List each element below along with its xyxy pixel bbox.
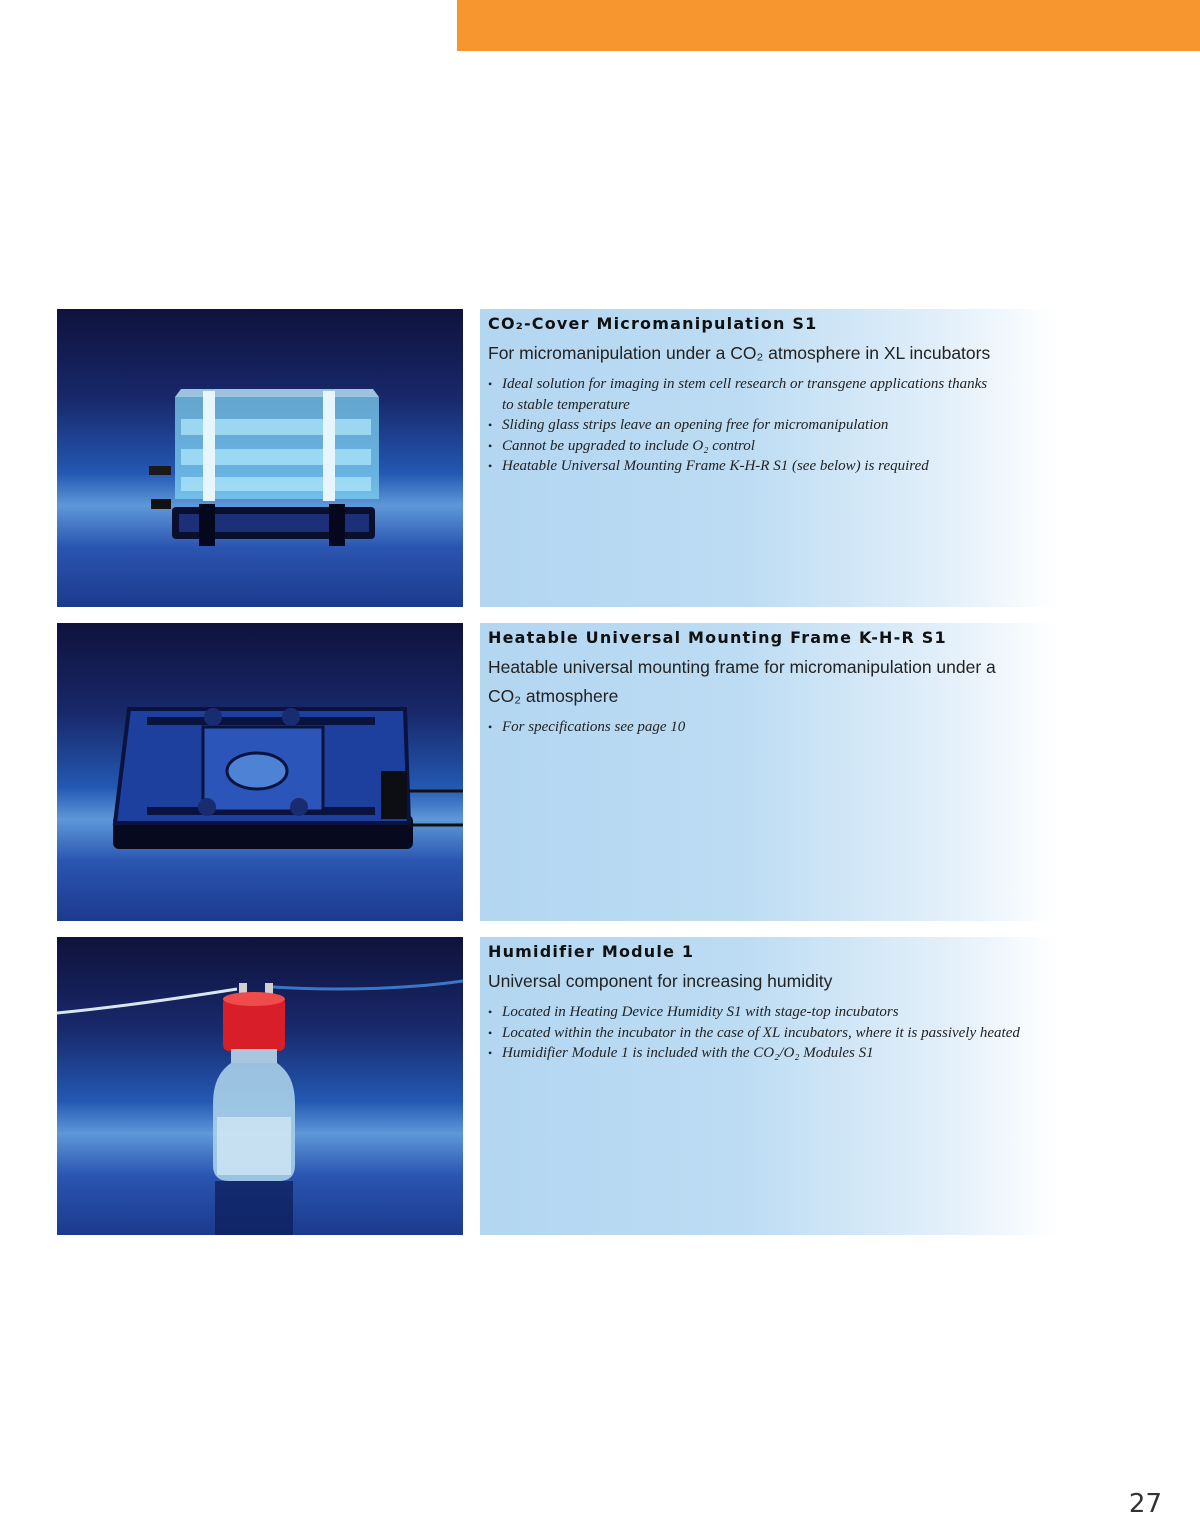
feature-list [488, 1002, 1049, 1064]
feature-item: • Ideal solution for imaging in stem cell research or transgene applications thanks to stable temperature [488, 374, 1002, 415]
product-subtitle: For micromanipulation under a CO₂ atmosphere in XL incubators [488, 343, 991, 363]
product-title: Heatable Universal Mounting Frame K-H-R S1 [488, 628, 947, 647]
feature-item: • Humidifier Module 1 is included with the CO₂/O₂ Modules S1 [488, 1043, 1049, 1064]
product-subtitle: Heatable universal mounting frame for micromanipulation under a CO₂ atmosphere [488, 657, 996, 706]
feature-item: • Heatable Universal Mounting Frame K-H-R S1 (see below) is required [488, 456, 1049, 477]
feature-list [488, 374, 1049, 477]
product-info-panel [480, 623, 1057, 921]
feature-list [488, 717, 1049, 738]
product-humidifier [57, 937, 1057, 1235]
product-co2-cover [57, 309, 1057, 607]
product-mounting-frame [57, 623, 1057, 921]
product-photo-mounting-frame [57, 623, 463, 921]
feature-item: • Located within the incubator in the case of XL incubators, where it is passively heated [488, 1023, 1049, 1044]
page-number: 27 [1128, 1489, 1162, 1519]
feature-item: • Sliding glass strips leave an opening free for micromanipulation [488, 415, 1049, 436]
header-accent-bar [457, 0, 1200, 51]
feature-item: • For specifications see page 10 [488, 717, 1049, 738]
feature-item: • Located in Heating Device Humidity S1 with stage-top incubators [488, 1002, 1049, 1023]
product-info-panel [480, 309, 1057, 607]
product-photo-co2-cover [57, 309, 463, 607]
feature-item: • Cannot be upgraded to include O₂ control [488, 436, 1049, 457]
product-info-panel [480, 937, 1057, 1235]
product-title: CO₂-Cover Micromanipulation S1 [488, 314, 818, 333]
product-photo-humidifier [57, 937, 463, 1235]
product-subtitle: Universal component for increasing humidity [488, 971, 833, 991]
product-title: Humidifier Module 1 [488, 942, 695, 961]
